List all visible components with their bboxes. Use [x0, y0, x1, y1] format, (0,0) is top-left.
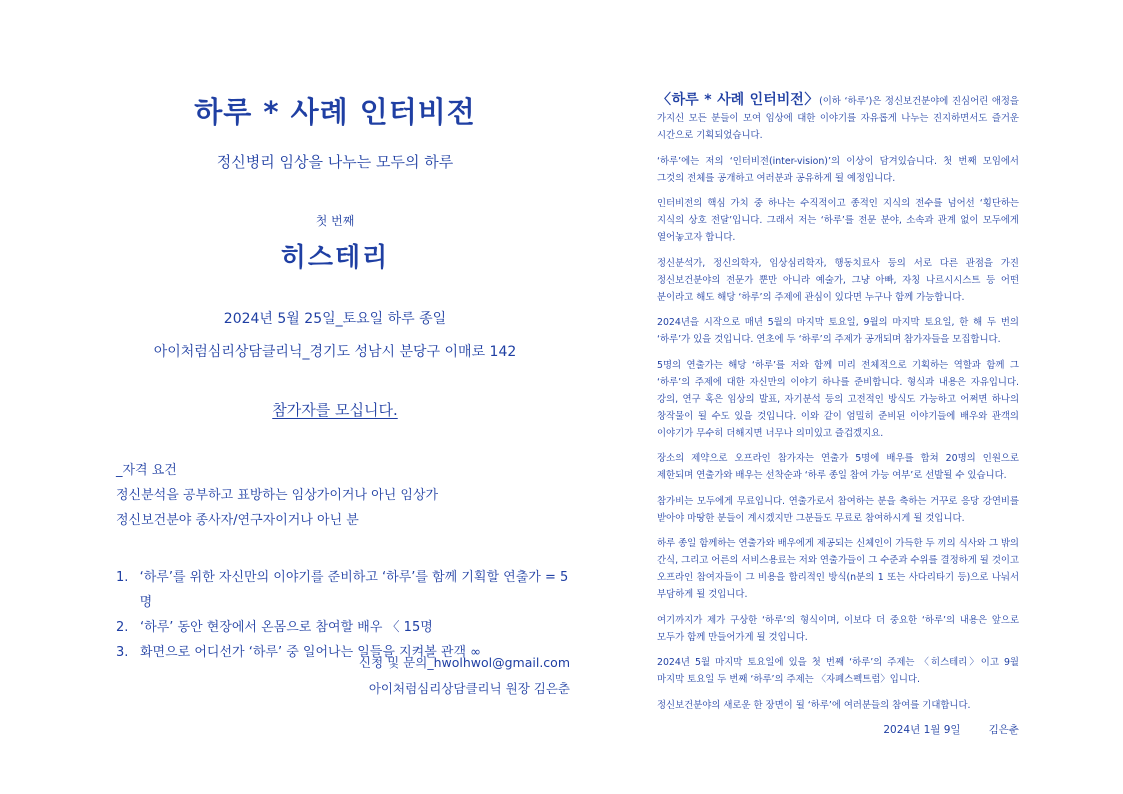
body-paragraph: 정신분석가, 정신의학자, 임상심리학자, 행동치료사 등의 서로 다른 관점을 가진 정신보건분야의 전문가 뿐만 아니라 예술가, 그냥 아빠, 자칭 나르시시스트 등 어떤 분이라고 해도 해당 ‘하루’의 주제에 관심이 있다면 누구나 함께 가능합니다. [657, 257, 1019, 303]
requirements-list [116, 458, 570, 533]
event-date: 2024년 5월 25일_토요일 하루 종일 [223, 311, 447, 327]
intro-title-bracket: 〈하루 * 사례 인터비전〉 [657, 92, 820, 108]
intro-text: (이하 ‘하루’)은 정신보건분야에 진심어린 애정을 가지신 모든 분들이 모여 임상에 대한 이야기를 자유롭게 나누는 진지하면서도 즐거운 시간으로 기획되었습니다. [657, 96, 1019, 141]
session-theme: 히스테리 [280, 243, 390, 273]
requirements-heading: _자격 요건 [116, 463, 177, 478]
role-number: 1. [116, 570, 129, 585]
requirement-item: 정신보건분야 종사자/연구자이거나 아닌 분 [116, 513, 359, 528]
intro-paragraph [657, 92, 1019, 144]
poster-left-panel [100, 90, 570, 696]
body-paragraph: ‘하루’에는 저의 ‘인터비전(inter-vision)’의 이상이 담겨있습니다. 첫 번째 모임에서 그것의 전체를 공개하고 여러분과 공유하게 될 예정입니다. [657, 155, 1019, 184]
session-number: 첫 번째 [315, 214, 355, 228]
event-place: 아이처럼심리상담클리닉_경기도 성남시 분당구 이매로 142 [153, 344, 517, 360]
body-paragraph: 여기까지가 제가 구상한 ‘하루’의 형식이며, 이보다 더 중요한 ‘하루’의 내용은 앞으로 모두가 함께 만들어가게 될 것입니다. [657, 614, 1019, 643]
role-number: 3. [116, 645, 129, 660]
body-paragraph: 2024년을 시작으로 매년 5월의 마지막 토요일, 9월의 마지막 토요일, 한 해 두 번의 ‘하루’가 있을 것입니다. 연초에 두 ‘하루’의 주제가 공개되며 참가자들을 모집합니다. [657, 317, 1019, 345]
signature-name: 김은춘 [988, 724, 1019, 736]
role-number: 2. [116, 620, 129, 635]
event-subtitle: 정신병리 임상을 나누는 모두의 하루 [216, 153, 454, 171]
role-item [116, 615, 570, 640]
recruit-heading: 참가자를 모십니다. [272, 401, 398, 419]
body-paragraph: 2024년 5월 마지막 토요일에 있을 첫 번째 ‘하루’의 주제는 〈히스테리〉이고 9월 마지막 토요일 두 번째 ‘하루’의 주제는 〈자폐스펙트럼〉입니다. [657, 657, 1019, 685]
event-title: 하루 * 사례 인터비전 [194, 95, 476, 129]
poster-right-panel [657, 92, 1019, 739]
role-item [116, 565, 570, 615]
signature-block [657, 722, 1019, 739]
role-text: ‘하루’를 위한 자신만의 이야기를 준비하고 ‘하루’를 함께 기획할 연출가 = 5명 [139, 570, 569, 610]
contact-block [100, 650, 570, 702]
body-paragraph: 장소의 제약으로 오프라인 참가자는 연출가 5명에 배우를 합쳐 20명의 인원으로 제한되며 연출가와 배우는 선착순과 ‘하루 종일 참여 가능 여부’로 선발될 수 있습니다. [657, 453, 1019, 481]
body-paragraph: 5명의 연출가는 해당 ‘하루’를 저와 함께 미리 전체적으로 기획하는 역할과 함께 그 ‘하루’의 주제에 대한 자신만의 이야기 하나를 준비합니다. 형식과 내용은 자유입니다. 강의, 연구 혹은 임상의 발표, 자기분석 등의 고전적인 방식도 가능하고 어쩌면 하나의 창작물이 될 수도 있을 것입니다. 이와 같이 엄밀히 준비된 이야기들에 배우와 관객의 이야기가 무수히 더해지면 너무나 의미있고 즐겁겠지요. [657, 359, 1019, 439]
header-block [100, 90, 570, 420]
role-text: 화면으로 어디선가 ‘하루’ 중 일어나는 일들을 지켜볼 관객 ∞ [140, 645, 481, 660]
role-text: ‘하루’ 동안 현장에서 온몸으로 참여할 배우 〈 15명 [140, 620, 433, 635]
requirement-item: 정신분석을 공부하고 표방하는 임상가이거나 아닌 임상가 [116, 488, 439, 503]
body-paragraph: 참가비는 모두에게 무료입니다. 연출가로서 참여하는 분을 축하는 거꾸로 응당 강연비를 받아야 마땅한 분들이 계시겠지만 그분들도 무료로 참여하시게 될 것입니다. [657, 495, 1019, 524]
contact-email: 신청 및 문의_hwolhwol@gmail.com [359, 655, 570, 670]
signature-date: 2024년 1월 9일 [883, 724, 961, 736]
body-paragraph: 인터비전의 핵심 가치 중 하나는 수직적이고 종적인 지식의 전수를 넘어선 ‘횡단하는 지식의 상호 전달’입니다. 그래서 저는 ‘하루’를 전문 분야, 소속과 관계 없이 모두에게 열어놓고자 합니다. [657, 198, 1019, 243]
contact-organizer: 아이처럼심리상담클리닉 원장 김은춘 [368, 681, 570, 696]
body-paragraph: 정신보건분야의 새로운 한 장면이 될 ‘하루’에 여러분들의 참여를 기대합니다. [657, 699, 971, 711]
body-paragraph: 하루 종일 함께하는 연출가와 배우에게 제공되는 신체인이 가득한 두 끼의 식사와 그 밖의 간식, 그리고 어른의 서비스용료는 저와 연출가들이 그 수준과 수위를 결정하게 될 것이고 오프라인 참여자들이 그 비용을 합리적인 방식(n분의 1 또는 사다리타기 등)으로 나눠서 부담하게 될 것입니다. [657, 538, 1019, 600]
